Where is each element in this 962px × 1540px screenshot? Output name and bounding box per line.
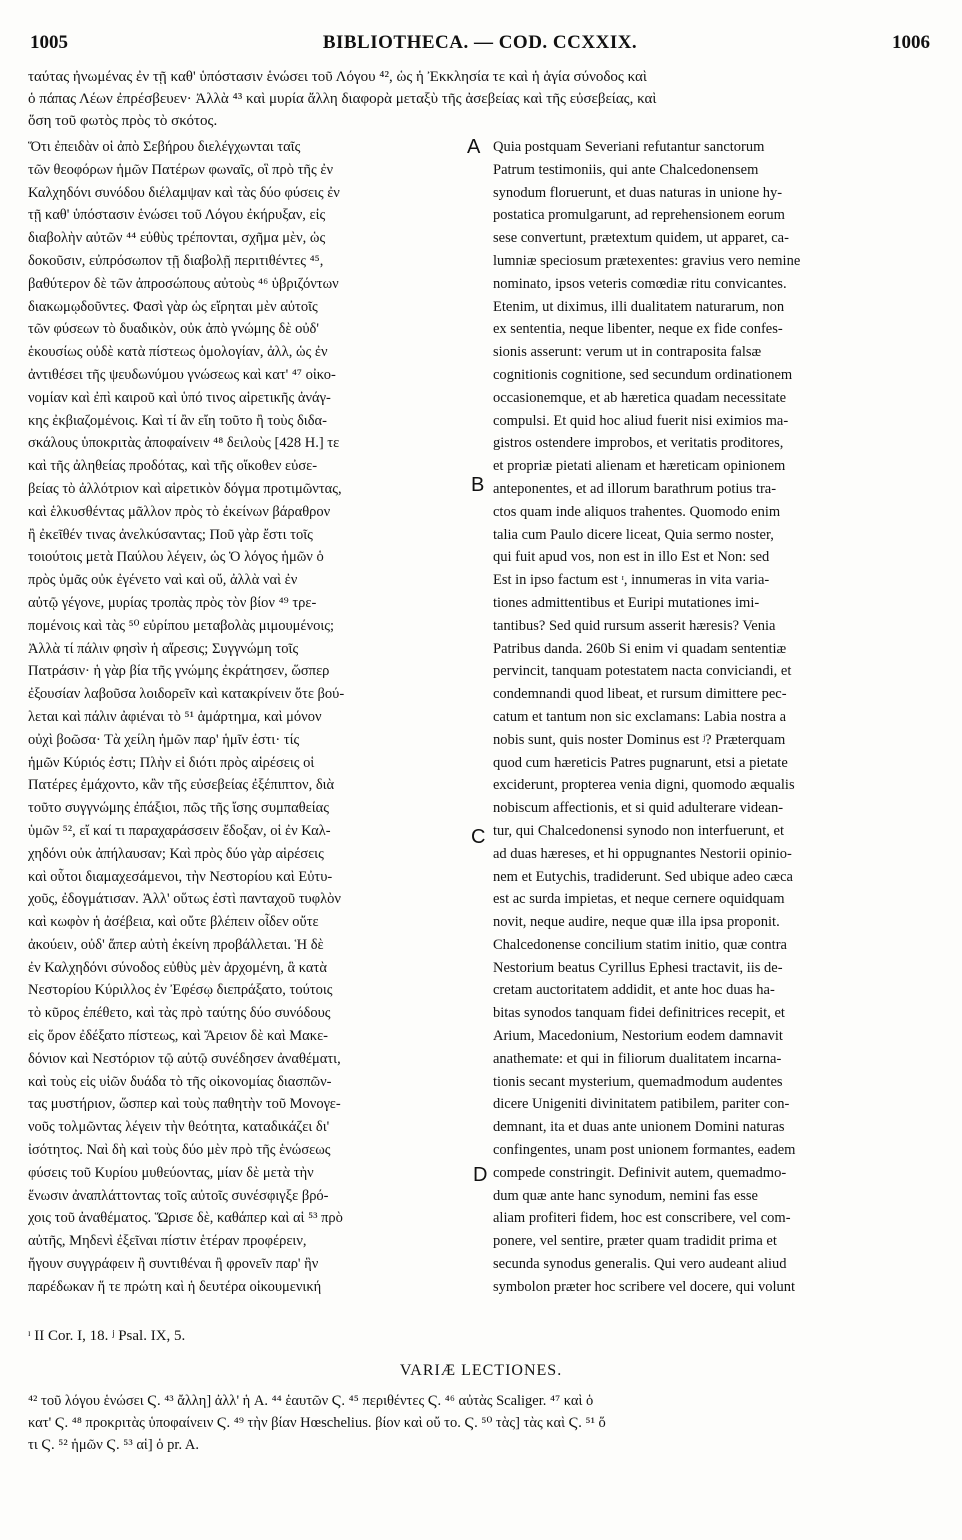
greek-line: πρὸς ὑμᾶς οὐκ ἐγένετο ναὶ καὶ οὔ, ἀλλὰ ναὶ ἐν	[28, 572, 298, 589]
greek-line: τῶν φύσεων τὸ δυαδικὸν, οὐκ ἀπὸ γνώμης δὲ οὐδ'	[28, 321, 319, 338]
latin-line: tantibus? Sed quid rursum asserit hæresis? Venia	[493, 617, 776, 634]
latin-line: ponere, vel sentire, præter quam tradidit prima et	[493, 1233, 777, 1250]
intro-text	[28, 66, 930, 132]
latin-column	[493, 136, 933, 1299]
greek-line: σκάλους ὑποκριτὰς ἀποφαίνειν ⁴⁸ δειλοὺς [428 H.] τε	[28, 435, 340, 452]
variae-lectiones	[28, 1390, 933, 1456]
latin-line: cognitionis cognitione, sed secundum ordinationem	[493, 366, 793, 383]
greek-line: αὐτῷ γέγονε, μυρίας τροπὰς πρὸς τὸν βίον ⁴⁹ τρε-	[28, 594, 317, 611]
latin-line: talia cum Paulo dicere liceat, Quia sermo noster,	[493, 526, 774, 543]
greek-line: καὶ κωφὸν ἡ ἀσέβεια, καὶ οὔτε βλέπειν οἶδεν οὔτε	[28, 914, 319, 931]
latin-line: Patrum testimoniis, qui ante Chalcedonensem	[493, 161, 759, 178]
latin-line: nobiscum affectionis, et si quid adulterare videan-	[493, 800, 784, 817]
greek-line: τοιούτοις μετὰ Παύλου λέγειν, ὡς Ὁ λόγος ἡμῶν ὁ	[28, 549, 324, 566]
greek-line: χηδόνι οὐκ ἀπήλαυσαν; Καὶ πρὸς δύο γὰρ αἱρέσεις	[28, 845, 324, 862]
variae-line: κατ' Ϛ. ⁴⁸ προκριτὰς ὑποφαίνειν Ϛ. ⁴⁹ τὴν βίαν Hœschelius. βίον καὶ οὔ το. Ϛ. ⁵⁰ τὰς] τὰς καὶ Ϛ. ⁵¹ ὅ	[28, 1415, 606, 1431]
greek-line: Καλχηδόνι συνόδου διέλαμψαν καὶ τὰς δύο φύσεις ἐν	[28, 184, 340, 201]
greek-line: ἐν Καλχηδόνι σύνοδος εὐθὺς μὲν ἀρχομένη, ἃ κατὰ	[28, 959, 327, 976]
latin-line: Quia postquam Severiani refutantur sanctorum	[493, 139, 765, 155]
latin-line: ctos quam inde aliquos trahentes. Quomodo enim	[493, 503, 781, 520]
greek-line: ἡμῶν Κύριός ἐστι; Πλὴν εἰ διότι πρὸς αἱρέσεις οἱ	[28, 754, 315, 771]
page-number-right: 1006	[892, 32, 930, 53]
greek-line: τῇ καθ' ὑπόστασιν ἑνώσει τοῦ Λόγου ἐκήρυξαν, εἰς	[28, 207, 326, 224]
greek-column	[28, 136, 474, 1299]
latin-line: pervincit, tanquam potestatem nacta conviciandi, et	[493, 663, 792, 680]
greek-line: νοῦς τολμῶντας λέγειν τὴν θεότητα, καταδικάζει δι'	[28, 1119, 330, 1136]
greek-line: εἰς ὅρον ἐδέξατο πίστεως, καὶ Ἄρειον δὲ καὶ Μακε-	[28, 1028, 328, 1045]
latin-line: Est in ipso factum est ᶦ, innumeras in vita varia-	[493, 572, 770, 589]
latin-line: ex sententia, neque libenter, neque ex fide confes-	[493, 321, 783, 338]
greek-line: ἀκούειν, οὐδ' ἅπερ αὐτὴ ἐκείνη προβάλλεται. Ἡ δὲ	[28, 936, 324, 953]
latin-line: tionis secant mysterium, quemadmodum audentes	[493, 1073, 783, 1090]
latin-line: symbolon præter hoc scribere vel docere, qui volunt	[493, 1278, 796, 1295]
latin-line: dum quæ ante hanc synodum, nemini fas esse	[493, 1187, 758, 1204]
latin-line: condemnandi quod libeat, et rursum dimittere pec-	[493, 686, 787, 703]
latin-line: gistros ostendere improbos, et veritatis proditores,	[493, 435, 784, 452]
latin-line: tur, qui Chalcedonensi synodo non interfuerunt, et	[493, 822, 784, 839]
latin-line: Etenim, ut diximus, illi dualitatem naturarum, non	[493, 298, 785, 315]
footnote: ᶦ II Cor. I, 18. ʲ Psal. IX, 5.	[28, 1328, 186, 1344]
latin-line: tiones admittentibus et Euripi mutationes imi-	[493, 594, 760, 611]
latin-line: exciderunt, propterea venia digni, quomodo æqualis	[493, 777, 795, 794]
latin-line: quod cum hæreticis Patres pugnarunt, etsi a pietate	[493, 754, 788, 771]
greek-line: λεται καὶ πάλιν ἀφιέναι τὸ ⁵¹ ἁμάρτημα, καὶ μόνον	[28, 708, 322, 725]
variae-lectiones-title: VARIÆ LECTIONES.	[399, 1362, 563, 1379]
greek-line: διαβολὴν αὐτῶν ⁴⁴ εὐθὺς τρέπονται, σχῆμα μὲν, ὡς	[28, 230, 326, 247]
latin-line: ad duas hæreses, et hi oppugnantes Nestorii opinio-	[493, 845, 792, 862]
greek-line: ἤγουν συγγράφειν ἢ συντιθέναι ἢ φρονεῖν παρ' ἣν	[28, 1256, 319, 1273]
greek-line: τας μυστήριον, ὥσπερ καὶ τοὺς παθητὴν τοῦ Μονογε-	[28, 1096, 341, 1113]
greek-line: ἢ ἐκεῖθέν τινας ἀνελκύσαντας; Ποῦ γὰρ ἔστι τοῖς	[28, 526, 313, 543]
variae-line: ⁴² τοῦ λόγου ἑνώσει Ϛ. ⁴³ ἄλλη] ἀλλ' ἡ A. ⁴⁴ ἑαυτῶν Ϛ. ⁴⁵ περιθέντες Ϛ. ⁴⁶ αὐτὰς Scaliger. ⁴⁷ καὶ ὁ	[28, 1393, 594, 1409]
margin-letter-a: A	[467, 136, 481, 158]
greek-line: ἀντιθέσει τῆς ψευδωνύμου γνώσεως καὶ κατ' ⁴⁷ οἰκο-	[28, 366, 336, 383]
greek-line: καὶ οὗτοι διαμαχεσάμενοι, τὴν Νεστορίου καὶ Εὐτυ-	[28, 868, 333, 885]
greek-line: Νεστορίου Κύριλλος ἐν Ἐφέσῳ διεπράξατο, τούτοις	[28, 982, 333, 999]
greek-line: νομίαν καὶ ἐπὶ καιροῦ καὶ ὑπό τινος αἱρετικῆς ἀνάγ-	[28, 389, 331, 406]
greek-line: ἑκουσίως οὐδὲ κατὰ πίστεως ὁμολογίαν, ἀλλ, ὡς ἐν	[28, 344, 328, 361]
greek-line: τὸ κῦρος ἐπέθετο, καὶ τὰς πρὸ ταύτης δύο συνόδους	[28, 1005, 331, 1022]
latin-line: secunda synodus generalis. Qui vero audeant aliud	[493, 1256, 787, 1273]
latin-line: anathemate: et qui in filiorum dualitatem incarna-	[493, 1050, 782, 1067]
latin-line: sese convertunt, prætextum quidem, ut apparet, ca-	[493, 230, 789, 247]
greek-line: τοῦτο συγγνώμης ἐπάξιοι, πῶς τῆς ἴσης συμπαθείας	[28, 800, 330, 817]
greek-line: Ὅτι ἐπειδὰν οἱ ἀπὸ Σεβήρου διελέγχωνται ταῖς	[28, 139, 301, 155]
greek-line: Πατέρες ἐμάχοντο, κἂν τῆς εὐσεβείας ἐξέπιπτον, διὰ	[28, 777, 335, 794]
greek-line: πομένοις καὶ τὰς ⁵⁰ εὐρίπου μεταβολὰς μιμουμένοις;	[28, 617, 335, 634]
latin-line: demnant, ita et duas ante unionem Domini naturas	[493, 1119, 785, 1136]
greek-line: παρέδωκαν ἥ τε πρώτη καὶ ἡ δευτέρα οἰκουμενική	[28, 1278, 322, 1295]
greek-line: ἐξουσίαν λαβοῦσα λοιδορεῖν καὶ κατακρίνειν ὅτε βού-	[28, 686, 345, 703]
margin-letter-b: B	[471, 474, 485, 496]
latin-line: Chalcedonense concilium statim initio, quæ contra	[493, 936, 787, 953]
greek-line: φύσεις τοῦ Κυρίου μυθεύοντας, μίαν δὲ μετὰ τὴν	[28, 1164, 314, 1181]
page-number-left: 1005	[30, 32, 68, 53]
latin-line: Arium, Macedonium, Nestorium eodem damnavit	[493, 1028, 783, 1045]
running-title: BIBLIOTHECA. — COD. CCXXIX.	[322, 32, 638, 53]
latin-line: anteponentes, et ad illorum barathrum potius tra-	[493, 480, 777, 497]
latin-line: bitas synodos tanquam fidei definitrices recepit, et	[493, 1005, 785, 1022]
greek-line: Πατράσιν· ἡ γὰρ βία τῆς γνώμης ἐκράτησεν, ὥσπερ	[28, 663, 330, 680]
latin-line: sionis asserunt: verum ut in contraposita falsæ	[493, 344, 762, 361]
greek-line: καὶ τῆς ἀληθείας προδότας, καὶ τῆς οἴκοθεν εὐσε-	[28, 458, 318, 475]
greek-line: δόνιον καὶ Νεστόριον τῷ αὐτῷ συνέδησεν ἀναθέματι,	[28, 1050, 341, 1067]
latin-line: qui fuit apud vos, non est in illo Est et Non: sed	[493, 549, 770, 566]
latin-line: postatica promulgarunt, ad reprehensionem eorum	[493, 207, 785, 224]
latin-line: cretam auctoritatem addidit, et ante hoc duas ha-	[493, 982, 775, 999]
greek-line: βείας τὸ ἀλλότριον καὶ αἱρετικὸν δόγμα προτιμῶντας,	[28, 480, 342, 497]
latin-line: compede constringit. Definivit autem, quemadmo-	[493, 1164, 787, 1181]
margin-letter-d: D	[473, 1164, 488, 1186]
latin-line: Nestorium beatus Cyrillus Ephesi tractavit, iis de-	[493, 959, 783, 976]
latin-line: aliam profiteri fidem, hoc est conscribere, vel com-	[493, 1210, 791, 1227]
latin-line: nobis sunt, quis noster Dominus est ʲ? Præterquam	[493, 731, 786, 748]
latin-line: dicere Unigeniti divinitatem patibilem, pariter con-	[493, 1096, 790, 1113]
greek-line: διακωμῳδοῦντες. Φασὶ γὰρ ὡς εἴρηται μὲν αὐτοῖς	[28, 298, 318, 315]
greek-line: ἕνωσιν ἀναπλάττοντας τοῖς αὐτοῖς συνέσφιγξε βρό-	[28, 1187, 329, 1204]
greek-line: χοις τοῦ ἀναθέματος. Ὥρισε δὲ, καθάπερ καὶ αἱ ⁵³ πρὸ	[28, 1210, 343, 1227]
greek-line: δοκοῦσιν, εὐπρόσωπον τῇ διαβολῇ περιτιθέντες ⁴⁵,	[28, 252, 324, 269]
latin-line: nominato, ipsos veteris comœdiæ ritu convicantes.	[493, 275, 787, 292]
latin-line: nem et Eutychis, tradiderunt. Sed ubique adeo cæca	[493, 868, 793, 885]
latin-line: catum et tantum non sic exclamans: Labia nostra a	[493, 708, 787, 725]
latin-line: est ac surda impietas, et neque cernere oquidquam	[493, 891, 785, 908]
variae-line: τι Ϛ. ⁵² ἡμῶν Ϛ. ⁵³ αἱ] ὁ pr. A.	[28, 1437, 199, 1453]
intro-line: ὁ πάπας Λέων ἐπρέσβευεν· Ἀλλὰ ⁴³ καὶ μυρία ἄλλη διαφορὰ μεταξὺ τῆς ἀσεβείας καὶ τῆς εὐσεβείας, καὶ	[28, 91, 657, 107]
greek-line: κης ἐκβιαζομένοις. Καὶ τί ἂν εἴη τοῦτο ἢ τοὺς διδα-	[28, 412, 327, 429]
greek-line: ὑμῶν ⁵², εἴ καί τι παραχαράσσειν ἔδοξαν, οἱ ἐν Καλ-	[28, 822, 331, 839]
greek-line: χοῦς, ἐδογμάτισαν. Ἀλλ' οὕτως ἐστὶ πανταχοῦ τυφλὸν	[28, 891, 341, 908]
latin-line: novit, neque audire, neque quæ illa ipsa proponit.	[493, 914, 780, 931]
latin-line: confingentes, unam post unionem formantes, eadem	[493, 1142, 796, 1159]
latin-line: Patribus danda. 260b Si enim vi quadam sententiæ	[493, 640, 787, 657]
greek-line: ἰσότητος. Ναὶ δὴ καὶ τοὺς δύο μὲν πρὸ τῆς ἑνώσεως	[28, 1142, 331, 1159]
greek-line: Ἀλλὰ τί πάλιν φησὶν ἡ αἵρεσις; Συγγνώμη τοῖς	[28, 640, 299, 657]
intro-line: ὅση τοῦ φωτὸς πρὸς τὸ σκότος.	[28, 113, 218, 129]
greek-line: αὐτῆς, Μηδενὶ ἐξεῖναι πίστιν ἑτέραν προφέρειν,	[28, 1233, 307, 1250]
latin-line: synodum floruerunt, et duas naturas in unione hy-	[493, 184, 783, 201]
latin-line: compulsi. Et quid hoc aliud fuerit nisi eximios ma-	[493, 412, 789, 429]
latin-line: lumniæ speciosum prætexentes: gravius vero nemine	[493, 252, 801, 269]
greek-line: καὶ ἑλκυσθέντας μᾶλλον πρὸς τὸ ἐκείνων βάραθρον	[28, 503, 331, 520]
greek-line: καὶ τοὺς εἰς υἱῶν δυάδα τὸ τῆς οἰκονομίας διασπῶν-	[28, 1073, 332, 1090]
greek-line: βαθύτερον δὲ τῶν ἀπροσώπους αὐτοὺς ⁴⁶ ὑβριζόντων	[28, 275, 339, 292]
greek-line: οὐχὶ βοῶσα· Τὰ χείλη ἡμῶν παρ' ἡμῖν ἐστι· τίς	[28, 731, 300, 748]
running-header	[30, 32, 930, 66]
intro-line: ταύτας ἠνωμένας ἐν τῇ καθ' ὑπόστασιν ἑνώσει τοῦ Λόγου ⁴², ὡς ἡ Ἐκκλησία τε καὶ ἡ ἁγία σύνοδος καὶ	[28, 69, 647, 85]
margin-letter-c: C	[471, 826, 486, 848]
latin-line: occasionemque, et ab hæretica quadam necessitate	[493, 389, 787, 406]
latin-line: et propriæ pietati alienam et hæreticam opinionem	[493, 458, 786, 475]
greek-line: τῶν θεοφόρων ἡμῶν Πατέρων φωναῖς, οἳ πρὸ τῆς ἐν	[28, 161, 334, 178]
